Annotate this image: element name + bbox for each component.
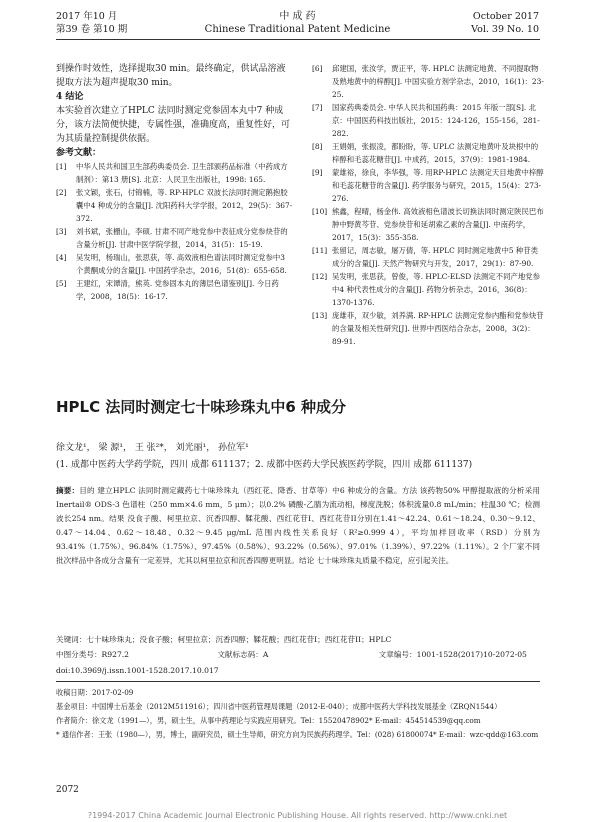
running-header <box>0 0 595 62</box>
fund-info: 基金项目：中国博士后基金（2012M511916）；四川省中医药管理局课题（2012-E-040）；成都中医药大学科技发展基金（ZRQN1544） <box>56 702 502 711</box>
reference-number: [5] <box>56 279 67 288</box>
reference-number: [7] <box>312 103 323 112</box>
right-column <box>312 62 544 348</box>
reference-number: [12] <box>312 272 328 281</box>
reference-number: [6] <box>312 64 323 73</box>
reference-number: [4] <box>56 253 67 262</box>
reference-text: 吴发明，张思获，曾俊，等. HPLC-ELSD 法测定不同产地党参中4 种代表性成分的含量[J]. 药物分析杂志，2016，36(8)：1370-1376. <box>332 272 541 307</box>
reference-item <box>312 309 544 348</box>
reference-text: 熊鑫，程晴，杨金伟. 高效液相色谱波长切换法同时测定陕民巴布肿中野黄芩苷、党参炔苷和延胡索乙素的含量[J]. 中南药学，2017，15(3)：355-358. <box>332 207 544 242</box>
copyright-notice: ?1994-2017 China Academic Journal Electronic Publishing House. All rights reserved. http://www.cnki.net <box>87 811 508 820</box>
header-volume: 第39 卷 第10 期 <box>56 24 128 35</box>
references-heading: 参考文献： <box>56 148 102 158</box>
keywords: 关键词：七十味珍珠丸；没食子酸；柯里拉京；沉香四醇；鞣花酸；西红花苷I；西红花苷II；HPLC <box>56 635 392 644</box>
clc-number: 中图分类号：R927.2 <box>56 650 130 659</box>
reference-number: [10] <box>312 207 328 216</box>
header-date-en: October 2017 <box>472 11 539 22</box>
reference-number: [9] <box>312 168 323 177</box>
reference-text: 邱建国，张汝学，贾正平，等. HPLC 法测定地黄、不同提取物及熟地黄中的梓醇[J]. 中国实验方剂学杂志，2010，16(1)：23-25. <box>332 64 544 99</box>
reference-item <box>312 62 544 101</box>
received-date: 收稿日期：2017-02-09 <box>56 688 134 697</box>
reference-number: [1] <box>56 162 67 171</box>
corresponding-author: * 通信作者：王张（1980—），男，博士，副研究员，硕士生导师，研究方向为民族药药理学。Tel：(028) 61800074* E-mail：wzc-qdd@163.com <box>56 730 539 739</box>
footnotes <box>56 686 540 742</box>
reference-text: 蒙雄裕，徐良，李华强，等. 用RP-HPLC 法测定天目地黄中梓醇和毛蕊花糖苷的含量[J]. 药学服务与研究，2015，15(4)：273-276. <box>332 168 544 203</box>
reference-text: 王建红，宋谭清，熊英. 党参固本丸的薄层色谱鉴别[J]. 今日药学，2008，18(5)：16-17. <box>76 279 279 301</box>
reference-text: 张留记，周志敏，屠万倩，等. HPLC 同时测定地黄中5 种苷类成分的含量[J]. 天然产物研究与开发，2017，29(1)：87-90. <box>332 246 539 268</box>
journal-name-en: Chinese Traditional Patent Medicine <box>204 24 391 35</box>
header-rule <box>56 39 540 40</box>
reference-item <box>56 277 293 303</box>
article-number: 文章编号：1001-1528(2017)10-2072-05 <box>378 650 527 659</box>
reference-text: 张文颖，张石，付锦楠，等. RP-HPLC 双波长法同时测定鹅抱胶囊中4 种成分的含量[J]. 沈阳药科大学学报，2012，29(5)：367-372. <box>76 188 293 223</box>
article-authors: 徐文龙¹， 梁 源¹， 王 张²*， 刘光丽¹， 孙位军¹ <box>56 443 249 453</box>
body-paragraph: 本实验首次建立了HPLC 法同时测定党参固本丸中7 种成分，该方法简便快捷，专属性强，准确度高，重复性好，可为其质量控制提供依据。 <box>56 106 291 144</box>
footnote-rule <box>56 681 540 682</box>
reference-item <box>56 160 293 186</box>
header-date: 2017 年10 月 <box>56 11 118 22</box>
doi: doi:10.3969/j.issn.1001-1528.2017.10.017 <box>56 666 219 675</box>
abstract <box>56 484 540 568</box>
section-heading: 4 结论 <box>56 92 84 102</box>
author-bio: 作者简介：徐文龙（1991—），男，硕士生，从事中药理论与实践应用研究。Tel：15520478902* E-mail：454514539@qq.com <box>56 716 481 725</box>
reference-item <box>56 186 293 225</box>
reference-number: [11] <box>312 246 328 255</box>
reference-item <box>56 225 293 251</box>
abstract-text: 目的 建立HPLC 法同时测定藏药七十味珍珠丸（西红花、降香、甘草等）中6 种成分的含量。方法 该药物50% 甲醇提取液的分析采用Inertail® ODS-3 色谱柱（250 mm×4.6 mm，5 μm）；以0.2% 磷酸-乙腈为流动相，梯度洗脱；体积流量0.8 mL/min；柱温30 ℃；检测波长254 nm。结果 没食子酸、柯里拉京、沉香四醇、鞣花酸、西红花苷I、西红花苷II分别在1.41～42.24、0.61～18.24、0.30～9.12、0.47～14.04、0.62～18.48、0.32～9.45 μg/mL 范围内线性关系良好（R²≥0.999 4），平均加样回收率（RSD）分别为93.41%（1.75%）、96.84%（1.75%）、97.45%（0.58%）、93.22%（0.56%）、97.01%（1.39%）、97.22%（1.11%）。2 个厂家不同批次样品中各成分含量有一定差异，尤其以柯里拉京和沉香四醇更明显。结论 七十味珍珠丸质量不稳定，应引起关注。 <box>56 486 541 565</box>
reference-item <box>56 251 293 277</box>
article-meta <box>56 648 540 662</box>
header-volume-en: Vol. 39 No. 10 <box>471 24 539 35</box>
reference-item <box>312 205 544 244</box>
reference-item <box>312 244 544 270</box>
reference-text: 国家药典委员会. 中华人民共和国药典：2015 年版一部[S]. 北京：中国医药科技出版社，2015：124-126，155-156，281-282. <box>332 103 540 138</box>
article-affiliation: (1. 成都中医药大学药学院，四川 成都 611137；2. 成都中医药大学民族医药学院，四川 成都 611137) <box>56 460 473 470</box>
reference-item <box>312 270 544 309</box>
reference-number: [8] <box>312 142 323 151</box>
reference-item <box>312 140 544 166</box>
reference-number: [13] <box>312 311 328 320</box>
reference-text: 王娟娟，张振凌，都盼盼，等. UPLC 法测定地黄叶及块根中的梓醇和毛蕊花糖苷[J]. 中成药，2015，37(9)：1981-1984. <box>332 142 539 164</box>
abstract-label: 摘要： <box>56 486 80 495</box>
header-right <box>471 10 539 36</box>
reference-number: [3] <box>56 227 67 236</box>
reference-item <box>312 166 544 205</box>
reference-text: 庞雄菲，双少敏，刘养满. RP-HPLC 法测定党参内酯和党参炔苷的含量及相关性研究[J]. 世界中西医结合杂志，2008，3(2)：89-91. <box>332 311 544 346</box>
article-title: HPLC 法同时测定七十味珍珠丸中6 种成分 <box>56 398 346 416</box>
journal-name-cn: 中 成 药 <box>279 11 316 22</box>
reference-text: 刘书斌，张栅山，李硕. 甘肃不同产地党参中表征成分党参炔苷的含量分析[J]. 甘肃中医学院学报，2014，31(5)：15-19. <box>76 227 288 249</box>
body-paragraph: 到操作时效性，选择提取30 min。最终确定，供试品溶液提取方法为超声提取30 min。 <box>56 64 286 88</box>
reference-number: [2] <box>56 188 67 197</box>
left-column <box>56 62 293 303</box>
reference-text: 中华人民共和国卫生部药典委员会. 卫生部颁药品标准（中药成方制剂）：第13 册[S]. 北京：人民卫生出版社，1998: 165. <box>76 162 288 184</box>
reference-item <box>312 101 544 140</box>
reference-text: 吴发明，杨瑞山，张思获，等. 高效液相色谱法同时测定党参中3 个黄酮成分的含量[J]. 中国药学杂志，2016，51(8)：655-658. <box>76 253 287 275</box>
page-number: 2072 <box>56 785 79 795</box>
document-code: 文献标志码：A <box>217 650 269 659</box>
